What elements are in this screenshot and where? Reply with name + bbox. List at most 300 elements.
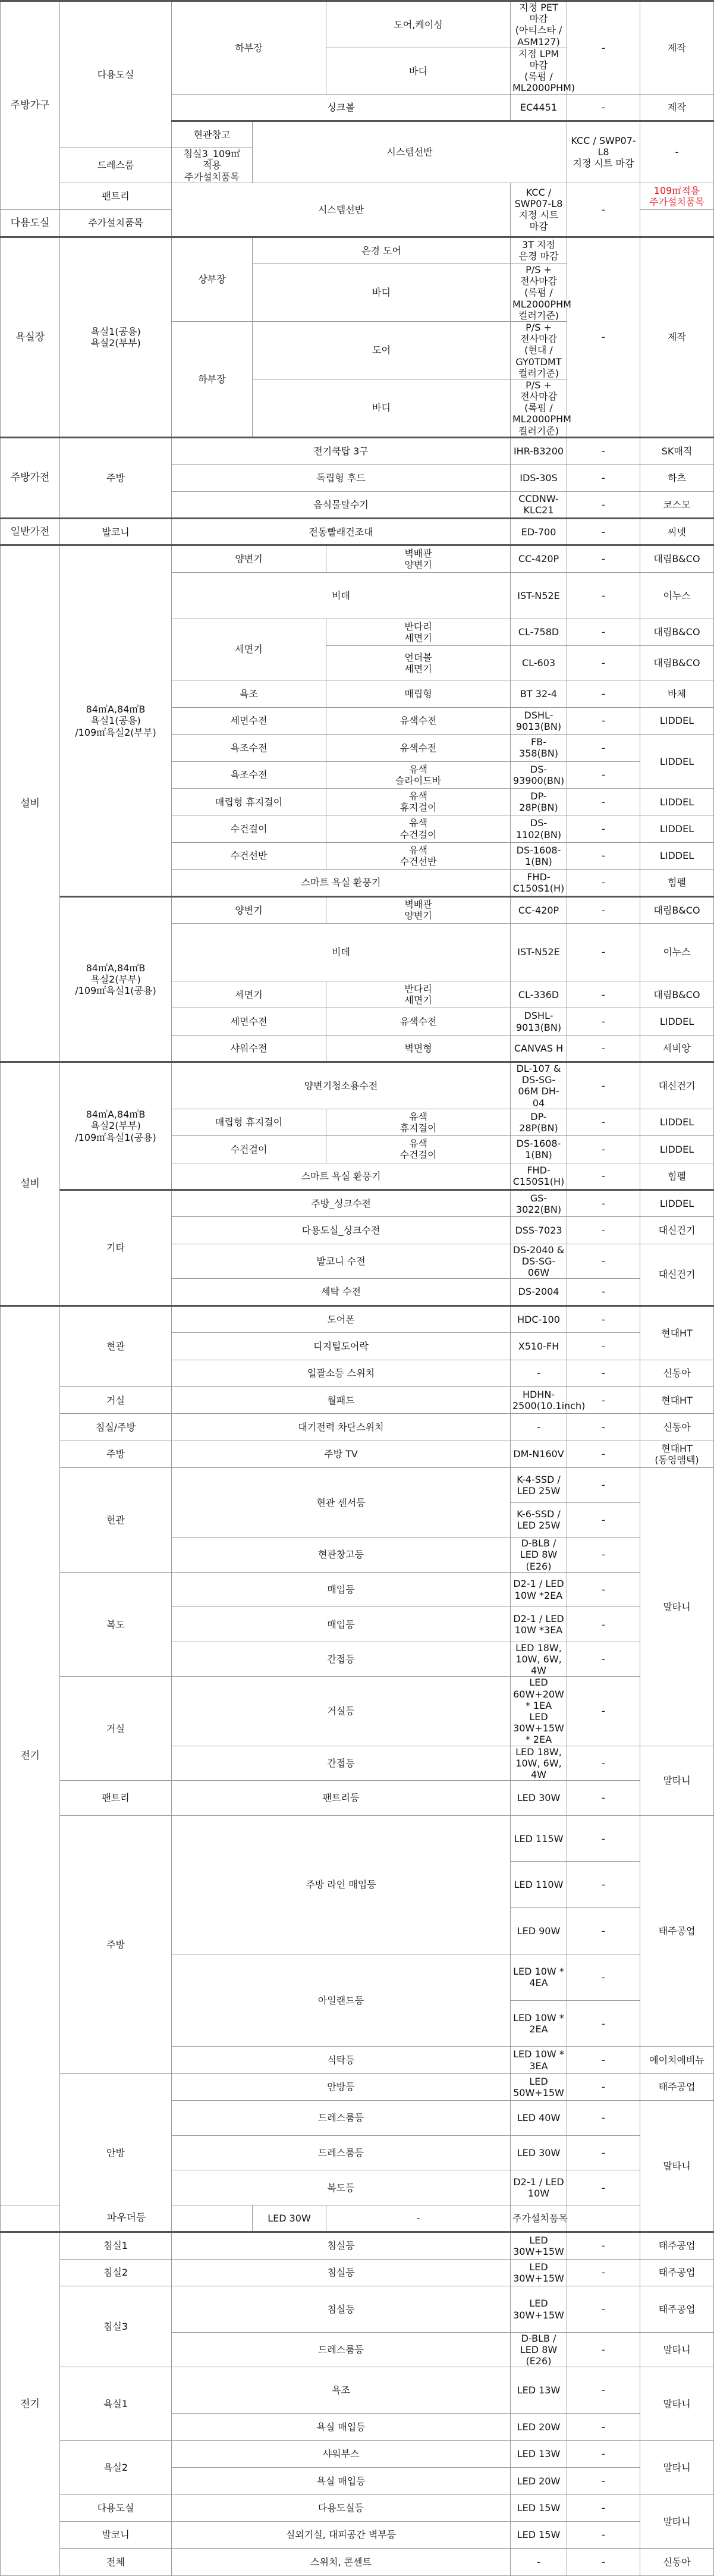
table-cell: 디지털도어락: [172, 1333, 511, 1360]
spec-cell: 도어,케이싱: [326, 1, 511, 48]
note-cell: 말타니: [640, 2495, 714, 2549]
dash-cell: LED 13W: [511, 2367, 567, 2414]
table-cell: 스마트 욕실 환풍기: [172, 1163, 511, 1190]
dash-cell: FB-358(BN): [511, 735, 567, 761]
note-cell: LIDDEL: [640, 1008, 714, 1035]
table-row: [1, 545, 714, 572]
table-row: [1, 1, 714, 48]
spec-cell: 반다리 세면기: [326, 981, 511, 1008]
category-cell: 설비: [1, 1062, 60, 1306]
note-cell: 대림B&CO: [640, 896, 714, 923]
dash-cell: DS-2004: [511, 1279, 567, 1306]
maker-cell: -: [567, 2440, 640, 2467]
location-cell: 침실/주방: [60, 1414, 172, 1441]
table-cell: 욕실 매입등: [172, 2467, 511, 2494]
table-cell: 욕조수전: [172, 761, 326, 788]
table-cell: 세면기: [172, 981, 326, 1008]
dash-cell: DS-1608-1(BN): [511, 842, 567, 869]
maker-cell: -: [567, 2414, 640, 2440]
maker-cell: -: [567, 1163, 640, 1190]
dash-cell: LED 15W: [511, 2521, 567, 2548]
table-cell: 간접등: [172, 1642, 511, 1677]
note-cell: 힘펠: [640, 870, 714, 896]
table-cell: 싱크볼: [172, 94, 511, 121]
category-cell: 전기: [1, 1306, 60, 2205]
note-cell: 태주공업: [640, 2259, 714, 2286]
spec-cell: 벽배관 양변기: [326, 545, 511, 572]
maker-cell: -: [567, 981, 640, 1008]
maker-cell: -: [567, 2101, 640, 2136]
table-cell: 도어: [253, 321, 511, 379]
maker-cell: -: [567, 1414, 640, 1441]
table-cell: 하부장: [172, 1, 326, 95]
maker-cell: KCC / SWP07-L8 지정 시트 마감: [567, 121, 640, 183]
dash-cell: LED 110W: [511, 1862, 567, 1908]
dash-cell: DSS-7023: [511, 1217, 567, 1244]
maker-cell: -: [567, 465, 640, 491]
maker-cell: -: [567, 491, 640, 518]
maker-cell: -: [567, 2495, 640, 2521]
maker-cell: -: [567, 1642, 640, 1677]
spec-cell: 유색 수건선반: [326, 842, 511, 869]
location-cell: 현관: [60, 1468, 172, 1573]
table-cell: 수건걸이: [172, 815, 326, 842]
maker-cell: -: [567, 1386, 640, 1413]
maker-cell: -: [567, 1815, 640, 1862]
maker-cell: -: [567, 2073, 640, 2100]
table-cell: 수건선반: [172, 842, 326, 869]
maker-cell: -: [567, 1677, 640, 1746]
maker-cell: -: [567, 1908, 640, 1954]
table-cell: 양변기: [172, 896, 326, 923]
maker-cell: -: [567, 1333, 640, 1360]
dash-cell: CCDNW-KLC21: [511, 491, 567, 518]
maker-cell: -: [567, 2232, 640, 2259]
dash-cell: CC-420P: [511, 896, 567, 923]
table-cell: 현관창고: [172, 121, 253, 148]
location-cell: 거실: [60, 1677, 172, 1781]
location-cell: 84㎡A,84㎡B 욕실2(부부) /109㎡욕실1(공용): [60, 896, 172, 1062]
note-cell: LIDDEL: [640, 735, 714, 789]
dash-cell: IHR-B3200: [511, 437, 567, 464]
location-cell: 욕실1(공용) 욕실2(부부): [60, 237, 172, 437]
dash-cell: X510-FH: [511, 1333, 567, 1360]
note-cell: 현대HT: [640, 1306, 714, 1360]
location-cell: 복도: [60, 1572, 172, 1677]
note-cell: 이누스: [640, 572, 714, 619]
table-cell: 간접등: [172, 1746, 511, 1781]
table-row: [1, 2232, 714, 2259]
dash-cell: CL-603: [511, 645, 567, 680]
table-cell: 독립형 후드: [172, 465, 511, 491]
dash-cell: LED 15W: [511, 2495, 567, 2521]
location-cell: 다용도실: [60, 2495, 172, 2521]
category-cell: 주방가구: [1, 1, 60, 210]
table-cell: 침실등: [172, 2259, 511, 2286]
maker-cell: -: [567, 761, 640, 788]
note-cell: 말타니: [640, 2367, 714, 2440]
dash-cell: IST-N52E: [511, 924, 567, 981]
note-cell: 태주공업: [640, 2232, 714, 2259]
maker-cell: -: [567, 1008, 640, 1035]
note-cell: 태주공업: [640, 1815, 714, 2047]
table-row: [1, 2259, 714, 2286]
maker-cell: -: [567, 1136, 640, 1163]
note-cell: 에이치에비뉴: [640, 2047, 714, 2073]
location-cell: 거실: [60, 1386, 172, 1413]
maker-cell: -: [567, 1062, 640, 1109]
spec-cell: 유색 휴지걸이: [326, 789, 511, 815]
table-cell: LED 30W: [253, 2205, 326, 2232]
table-cell: 다용도실등: [172, 2495, 511, 2521]
table-row: [1, 1441, 714, 1467]
maker-cell: -: [567, 2549, 640, 2575]
dash-cell: -: [511, 2549, 567, 2575]
dash-cell: CC-420P: [511, 545, 567, 572]
table-cell: 욕실 매입등: [172, 2414, 511, 2440]
maker-cell: -: [567, 1502, 640, 1538]
location-cell: 드레스룸: [60, 148, 172, 183]
location-cell: 주방: [60, 1815, 172, 2073]
dash-cell: 지정 LPM 마감 (록펌 / ML2000PHM): [511, 48, 567, 94]
table-cell: 다용도실_싱크수전: [172, 1217, 511, 1244]
dash-cell: FHD-C150S1(H): [511, 1163, 567, 1190]
table-row: [1, 1414, 714, 1441]
table-cell: 상부장: [172, 237, 253, 321]
table-cell: 샤워부스: [172, 2440, 511, 2467]
location-cell: 기타: [60, 1190, 172, 1306]
dash-cell: 3T 지정 은경 마감: [511, 237, 567, 263]
dash-cell: DM-N160V: [511, 1441, 567, 1467]
maker-cell: -: [567, 1746, 640, 1781]
maker-cell: -: [567, 1, 640, 95]
dash-cell: LED 115W: [511, 1815, 567, 1862]
location-cell: 안방: [60, 2073, 172, 2232]
table-cell: 안방등: [172, 2073, 511, 2100]
table-row: [1, 2367, 714, 2414]
dash-cell: KCC / SWP07-L8 지정 시트 마감: [511, 183, 567, 237]
table-cell: 음식물탈수기: [172, 491, 511, 518]
table-cell: 스마트 욕실 환풍기: [172, 870, 511, 896]
note-cell: 말타니: [640, 1746, 714, 1815]
note-cell: 태주공업: [640, 2073, 714, 2100]
maker-cell: -: [567, 545, 640, 572]
dash-cell: DP-28P(BN): [511, 789, 567, 815]
table-row: [1, 1190, 714, 1217]
table-row: [1, 2521, 714, 2548]
table-row: [1, 896, 714, 923]
dash-cell: DS-1102(BN): [511, 815, 567, 842]
dash-cell: LED 10W * 4EA: [511, 1954, 567, 2000]
dash-cell: D2-1 / LED 10W *2EA: [511, 1572, 567, 1607]
spec-cell: 유색수전: [326, 707, 511, 734]
maker-cell: -: [567, 2135, 640, 2170]
dash-cell: HDC-100: [511, 1306, 567, 1332]
note-cell: 대림B&CO: [640, 645, 714, 680]
note-cell: 말타니: [640, 2332, 714, 2367]
dash-cell: LED 20W: [511, 2414, 567, 2440]
dash-cell: HDHN-2500(10.1inch): [511, 1386, 567, 1413]
table-row: [1, 1306, 714, 1332]
dash-cell: IST-N52E: [511, 572, 567, 619]
maker-cell: -: [567, 1538, 640, 1573]
dash-cell: CANVAS H: [511, 1035, 567, 1062]
maker-cell: -: [567, 645, 640, 680]
dash-cell: LED 10W * 3EA: [511, 2047, 567, 2073]
table-cell: 침실등: [172, 2232, 511, 2259]
table-cell: 전동빨래건조대: [172, 519, 511, 545]
note-cell: 대림B&CO: [640, 619, 714, 645]
dash-cell: LED 50W+15W: [511, 2073, 567, 2100]
spec-cell: -: [326, 2205, 511, 2232]
note-cell: 대신건기: [640, 1217, 714, 1244]
dash-cell: LED 30W+15W: [511, 2259, 567, 2286]
table-row: [1, 437, 714, 464]
table-cell: 실외기실, 대피공간 벽부등: [172, 2521, 511, 2548]
location-cell: 팬트리: [60, 1781, 172, 1816]
maker-cell: -: [567, 707, 640, 734]
dash-cell: CL-758D: [511, 619, 567, 645]
table-cell: 드레스룸등: [172, 2101, 511, 2136]
note-cell: LIDDEL: [640, 1190, 714, 1217]
table-cell: 세면수전: [172, 1008, 326, 1035]
note-cell: 신동아: [640, 1414, 714, 1441]
maker-cell: -: [567, 2332, 640, 2367]
table-row: [1, 1062, 714, 1109]
note-cell: LIDDEL: [640, 1136, 714, 1163]
dash-cell: ED-700: [511, 519, 567, 545]
spec-cell: 유색수전: [326, 1008, 511, 1035]
dash-cell: LED 30W: [511, 2135, 567, 2170]
note-cell: 코스모: [640, 491, 714, 518]
dash-cell: P/S + 전사마감 (현대 / GY0TDMT 컬러기준): [511, 321, 567, 379]
dash-cell: IDS-30S: [511, 465, 567, 491]
maker-cell: -: [567, 572, 640, 619]
table-cell: 현관창고등: [172, 1538, 511, 1573]
maker-cell: -: [567, 437, 640, 464]
maker-cell: -: [567, 789, 640, 815]
maker-cell: -: [567, 183, 640, 237]
table-cell: 드레스룸등: [172, 2332, 511, 2367]
spec-cell: 유색 수건걸이: [326, 1136, 511, 1163]
dash-cell: DS-1608-1(BN): [511, 1136, 567, 1163]
table-cell: 대기전력 차단스위치: [172, 1414, 511, 1441]
table-cell: 도어폰: [172, 1306, 511, 1332]
dash-cell: LED 40W: [511, 2101, 567, 2136]
table-cell: 바디: [253, 264, 511, 322]
location-cell: 발코니: [60, 519, 172, 545]
category-cell: 파우더등: [1, 2205, 253, 2232]
table-cell: 수건걸이: [172, 1136, 326, 1163]
location-cell: 84㎡A,84㎡B 욕실2(부부) /109㎡욕실1(공용): [60, 1062, 172, 1190]
location-cell: 욕실2: [60, 2440, 172, 2495]
table-cell: 아일랜드등: [172, 1954, 511, 2047]
table-row: [1, 2549, 714, 2575]
note-cell: 말타니: [640, 2440, 714, 2495]
table-row: [1, 183, 714, 209]
maker-cell: -: [567, 924, 640, 981]
table-cell: 비데: [172, 924, 511, 981]
maker-cell: -: [567, 1190, 640, 1217]
dash-cell: P/S + 전사마감 (록펌 / ML2000PHM 컬러기준): [511, 379, 567, 437]
dash-cell: K-6-SSD / LED 25W: [511, 1502, 567, 1538]
table-cell: 침실3_109㎡ 적용 주가설치품목: [172, 148, 253, 183]
table-cell: 주방 라인 매입등: [172, 1815, 511, 1954]
table-cell: 일괄소등 스위치: [172, 1360, 511, 1386]
location-cell: 주방: [60, 1441, 172, 1467]
spec-cell: 매립형: [326, 680, 511, 707]
maker-cell: -: [567, 1954, 640, 2000]
location-cell: 침실3: [60, 2286, 172, 2367]
note-cell: -: [640, 121, 714, 183]
note-cell: 109㎡적용 주가설치품목: [640, 183, 714, 209]
table-cell: 비데: [172, 572, 511, 619]
maker-cell: -: [567, 1360, 640, 1386]
table-cell: 거실등: [172, 1677, 511, 1746]
maker-cell: -: [567, 1306, 640, 1332]
location-cell: 다용도실: [60, 1, 172, 148]
dash-cell: FHD-C150S1(H): [511, 870, 567, 896]
maker-cell: -: [567, 619, 640, 645]
table-cell: 발코니 수전: [172, 1244, 511, 1279]
note-cell: 대신건기: [640, 1062, 714, 1109]
spec-cell: 벽면형: [326, 1035, 511, 1062]
table-cell: 복도등: [172, 2170, 511, 2205]
location-cell: 침실2: [60, 2259, 172, 2286]
maker-cell: -: [567, 680, 640, 707]
location-cell: 욕실1: [60, 2367, 172, 2440]
maker-cell: -: [567, 237, 640, 437]
category-cell: 일반가전: [1, 519, 60, 545]
note-cell: 신동아: [640, 2549, 714, 2575]
maker-cell: -: [567, 815, 640, 842]
note-cell: LIDDEL: [640, 707, 714, 734]
dash-cell: 지정 PET 마감 (아티스타 / ASM127): [511, 1, 567, 48]
dash-cell: LED 10W * 2EA: [511, 2000, 567, 2047]
table-cell: 매입등: [172, 1607, 511, 1642]
dash-cell: DS-93900(BN): [511, 761, 567, 788]
dash-cell: -: [511, 1360, 567, 1386]
table-cell: 세탁 수전: [172, 1279, 511, 1306]
table-row: [1, 1677, 714, 1746]
table-cell: 시스템선반: [172, 183, 511, 237]
spec-table-body: [1, 1, 714, 2576]
table-cell: 바디: [253, 379, 511, 437]
dash-cell: DSHL-9013(BN): [511, 707, 567, 734]
spec-cell: 벽배관 양변기: [326, 896, 511, 923]
table-row: [1, 1468, 714, 1503]
maker-cell: -: [567, 2047, 640, 2073]
note-cell: 하츠: [640, 465, 714, 491]
dash-cell: BT 32-4: [511, 680, 567, 707]
spec-cell: 반다리 세면기: [326, 619, 511, 645]
table-cell: 주방 TV: [172, 1441, 511, 1467]
table-cell: 욕조: [172, 2367, 511, 2414]
note-cell: 현대HT: [640, 1386, 714, 1413]
note-cell: 말타니: [640, 1468, 714, 1746]
maker-cell: -: [567, 1862, 640, 1908]
maker-cell: -: [567, 2367, 640, 2414]
dash-cell: D-BLB / LED 8W (E26): [511, 1538, 567, 1573]
note-cell: 대림B&CO: [640, 981, 714, 1008]
note-cell: LIDDEL: [640, 789, 714, 815]
table-cell: 월패드: [172, 1386, 511, 1413]
maker-cell: -: [567, 2000, 640, 2047]
note-cell: 대신건기: [640, 1244, 714, 1306]
dash-cell: P/S + 전사마감 (록펌 / ML2000PHM 컬러기준): [511, 264, 567, 322]
table-cell: 욕조: [172, 680, 326, 707]
location-cell: 84㎡A,84㎡B 욕실1(공용) /109㎡욕실2(부부): [60, 545, 172, 896]
table-cell: 현관 센서등: [172, 1468, 511, 1538]
maker-cell: -: [567, 2259, 640, 2286]
note-cell: 태주공업: [640, 2286, 714, 2333]
table-cell: 스위치, 콘센트: [172, 2549, 511, 2575]
note-cell: LIDDEL: [640, 1109, 714, 1135]
dash-cell: LED 30W+15W: [511, 2232, 567, 2259]
category-cell: 주방가전: [1, 437, 60, 518]
dash-cell: LED 13W: [511, 2440, 567, 2467]
table-cell: 식탁등: [172, 2047, 511, 2073]
maker-cell: -: [567, 1279, 640, 1306]
dash-cell: LED 20W: [511, 2467, 567, 2494]
table-row: [1, 519, 714, 545]
table-row: [1, 1781, 714, 1816]
spec-cell: 언더볼 세면기: [326, 645, 511, 680]
note-cell: 힘펠: [640, 1163, 714, 1190]
table-cell: 침실등: [172, 2286, 511, 2333]
table-row: [1, 2495, 714, 2521]
category-cell: 욕실장: [1, 237, 60, 437]
maker-cell: -: [567, 2170, 640, 2205]
table-cell: 드레스룸등: [172, 2135, 511, 2170]
maker-cell: -: [567, 519, 640, 545]
maker-cell: -: [567, 94, 640, 121]
dash-cell: K-4-SSD / LED 25W: [511, 1468, 567, 1503]
note-cell: 대림B&CO: [640, 545, 714, 572]
location-cell: 현관: [60, 1306, 172, 1386]
spec-cell: 유색 슬라이드바: [326, 761, 511, 788]
note-cell: 제작: [640, 94, 714, 121]
table-cell: 욕조수전: [172, 735, 326, 761]
table-cell: 매립형 휴지걸이: [172, 1109, 326, 1135]
dash-cell: DP-28P(BN): [511, 1109, 567, 1135]
dash-cell: LED 60W+20W * 1EA LED 30W+15W * 2EA: [511, 1677, 567, 1746]
location-cell: 전체: [60, 2549, 172, 2575]
table-cell: 세면기: [172, 619, 326, 680]
maker-cell: -: [567, 735, 640, 761]
table-row: [1, 2205, 714, 2232]
note-cell: SK매직: [640, 437, 714, 464]
maker-cell: -: [567, 1035, 640, 1062]
dash-cell: CL-336D: [511, 981, 567, 1008]
note-cell: LIDDEL: [640, 815, 714, 842]
note-cell: 제작: [640, 1, 714, 95]
table-row: [1, 1386, 714, 1413]
maker-cell: -: [567, 1468, 640, 1503]
note-cell: 신동아: [640, 1360, 714, 1386]
table-cell: 하부장: [172, 321, 253, 437]
location-cell: 발코니: [60, 2521, 172, 2548]
spec-cell: 바디: [326, 48, 511, 94]
location-cell: 주가설치품목: [60, 210, 172, 237]
dash-cell: -: [511, 1414, 567, 1441]
spec-cell: 유색 수건걸이: [326, 815, 511, 842]
dash-cell: LED 30W+15W: [511, 2286, 567, 2333]
maker-cell: -: [567, 1781, 640, 1816]
table-row: [1, 2073, 714, 2100]
maker-cell: -: [567, 842, 640, 869]
note-cell: 제작: [640, 237, 714, 437]
